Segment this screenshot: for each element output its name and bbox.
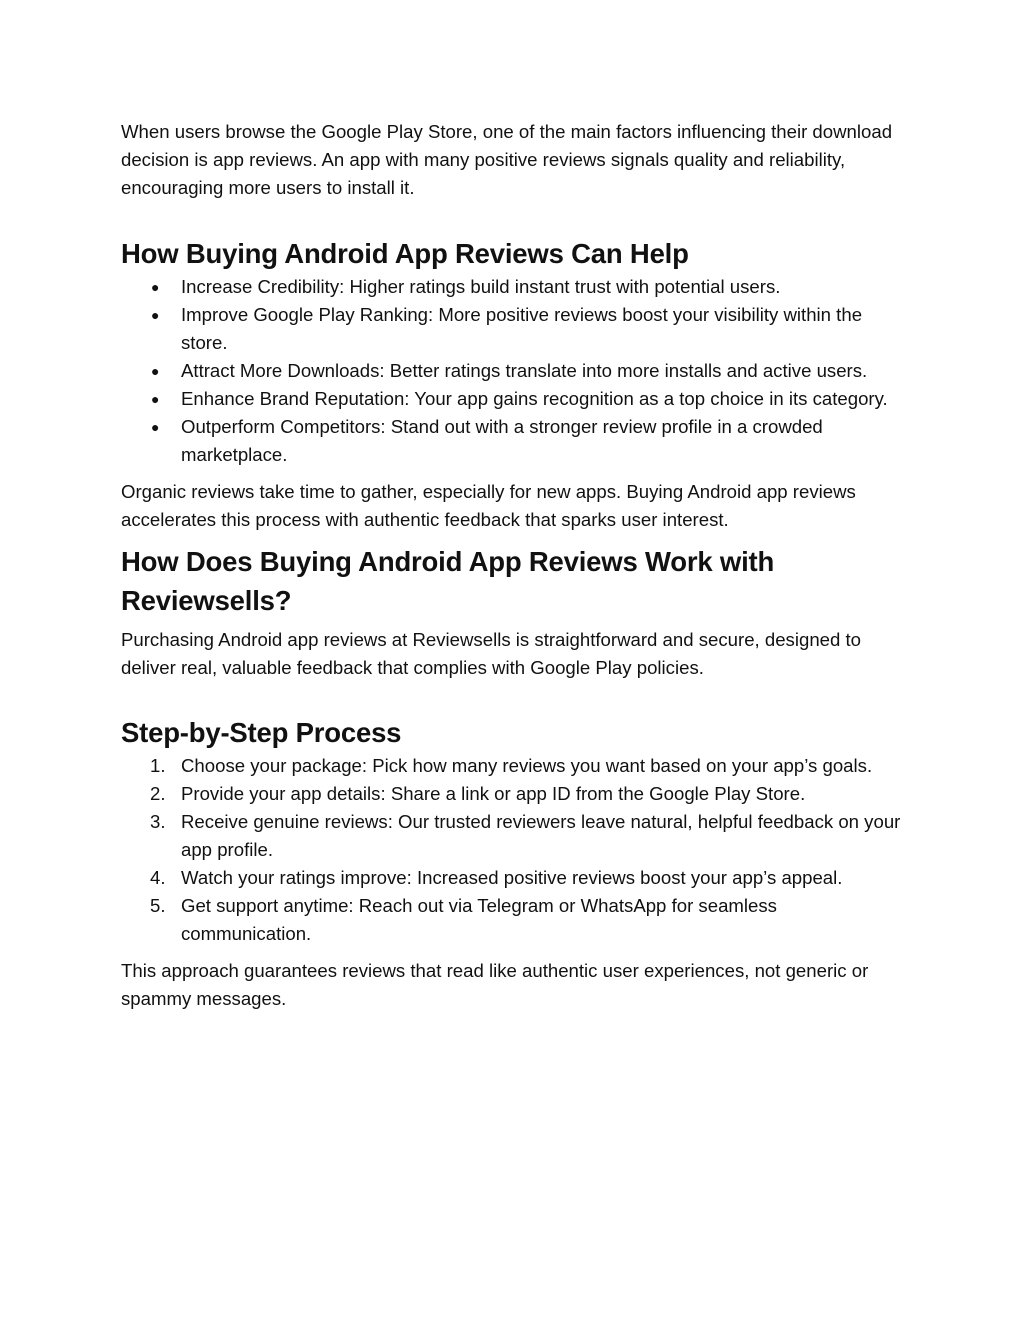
steps-list: [121, 752, 911, 948]
list-item: ● Attract More Downloads: Better ratings translate into more installs and active users.: [121, 357, 911, 385]
step-number: 5.: [150, 895, 166, 916]
list-item: ● Increase Credibility: Higher ratings build instant trust with potential users.: [121, 273, 911, 301]
list-item: ● Outperform Competitors: Stand out with a stronger review profile in a crowded marketplace.: [121, 413, 911, 469]
purchasing-paragraph: Purchasing Android app reviews at Reviewsells is straightforward and secure, designed to deliver real, valuable feedback that complies with Google Play policies.: [121, 629, 862, 678]
bullet-icon: ●: [151, 419, 160, 435]
list-item: 2. Provide your app details: Share a link or app ID from the Google Play Store.: [121, 780, 911, 808]
step-number: 2.: [150, 783, 166, 804]
benefits-list: [121, 273, 911, 469]
intro-paragraph: When users browse the Google Play Store, one of the main factors influencing their download decision is app reviews. An app with many positive reviews signals quality and reliability, encouraging more users to install it.: [121, 121, 893, 198]
step-number: 1.: [150, 755, 166, 776]
list-item: 5. Get support anytime: Reach out via Telegram or WhatsApp for seamless communication.: [121, 892, 911, 948]
list-item: ● Improve Google Play Ranking: More positive reviews boost your visibility within the store.: [121, 301, 911, 357]
list-item: 1. Choose your package: Pick how many reviews you want based on your app’s goals.: [121, 752, 911, 780]
list-item: 4. Watch your ratings improve: Increased positive reviews boost your app’s appeal.: [121, 864, 911, 892]
document-page: [121, 118, 911, 1013]
bullet-icon: ●: [151, 307, 160, 323]
step-number: 3.: [150, 811, 166, 832]
closing-paragraph: This approach guarantees reviews that read like authentic user experiences, not generic or spammy messages.: [121, 960, 869, 1009]
step-number: 4.: [150, 867, 166, 888]
heading-step-by-step: Step-by-Step Process: [121, 717, 402, 748]
heading-how-buying-helps: How Buying Android App Reviews Can Help: [121, 238, 689, 269]
bullet-icon: ●: [151, 391, 160, 407]
list-item: 3. Receive genuine reviews: Our trusted reviewers leave natural, helpful feedback on your app profile.: [121, 808, 911, 864]
heading-how-it-works: How Does Buying Android App Reviews Work with Reviewsells?: [121, 546, 775, 616]
organic-reviews-paragraph: Organic reviews take time to gather, especially for new apps. Buying Android app reviews accelerates this process with authentic feedback that sparks user interest.: [121, 481, 856, 530]
bullet-icon: ●: [151, 279, 160, 295]
list-item: ● Enhance Brand Reputation: Your app gains recognition as a top choice in its category.: [121, 385, 911, 413]
bullet-icon: ●: [151, 363, 160, 379]
